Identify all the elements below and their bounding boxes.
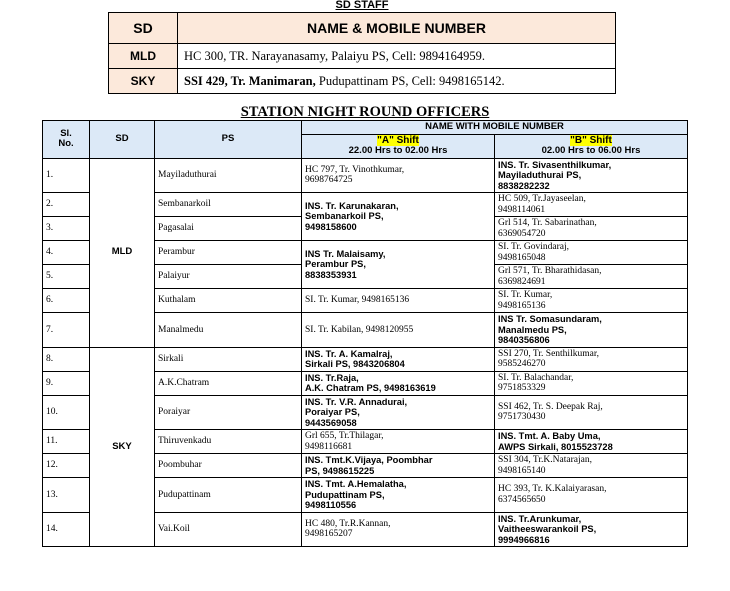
officer-line: Pudupattinam PS, [305, 489, 385, 500]
sd-staff-header-name: NAME & MOBILE NUMBER [178, 13, 616, 44]
cell-ps: Sembanarkoil [155, 193, 302, 217]
officer-line: Manalmedu PS, [498, 324, 567, 335]
cell-sl-no: 7. [43, 313, 90, 348]
cell-sl-no: 9. [43, 371, 90, 395]
sd-staff-row-name-bold: SSI 429, Tr. Manimaran, [184, 73, 316, 88]
sd-staff-row-sd: SKY [109, 69, 178, 94]
header-shift-b-label: "B" Shift [570, 134, 612, 146]
officer-line: INS. Tmt. A.Hemalatha, [305, 479, 407, 489]
cell-shift-a-officer [302, 371, 495, 395]
header-shift-a [302, 134, 495, 158]
sd-staff-row-name-text: HC 300, TR. Narayanasamy, Palaiyu PS, Cell: 9894164959. [184, 48, 486, 63]
night-round-table [42, 120, 688, 547]
cell-sl-no: 11. [43, 430, 90, 454]
officer-line: Sembanarkoil PS, [305, 211, 384, 222]
cell-shift-b-officer [495, 313, 688, 348]
cell-ps: A.K.Chatram [155, 371, 302, 395]
cell-ps: Thiruvenkadu [155, 430, 302, 454]
cell-shift-b-officer [495, 454, 688, 478]
cell-sl-no: 3. [43, 217, 90, 241]
cell-shift-a-officer [302, 193, 495, 241]
cell-ps: Palaiyur [155, 265, 302, 289]
cell-shift-b-officer [495, 217, 688, 241]
officer-line: 9751730430 [498, 412, 546, 423]
officer-line: SI. Tr. Kumar, 9498165136 [305, 295, 410, 306]
officer-line: INS. Tr. Sivasenthilkumar, [498, 159, 612, 170]
officer-line: SSI 462, Tr. S. Deepak Raj, [498, 401, 603, 412]
night-round-header-row-1 [43, 121, 688, 135]
cell-sl-no: 4. [43, 241, 90, 265]
cell-ps: Poombuhar [155, 454, 302, 478]
station-night-round-title: STATION NIGHT ROUND OFFICERS [240, 104, 490, 120]
cell-sl-no: 14. [43, 512, 90, 547]
cell-shift-b-officer [495, 241, 688, 265]
table-row [43, 158, 688, 193]
cell-sd: MLD [90, 158, 155, 347]
sd-staff-row-name [178, 69, 616, 94]
sd-staff-row-name-rest: Pudupattinam PS, Cell: 9498165142. [315, 73, 505, 88]
cell-shift-a-officer [302, 289, 495, 313]
cell-sl-no: 10. [43, 395, 90, 430]
officer-line: Grl 571, Tr. Bharathidasan, [498, 266, 602, 276]
officer-line: 8838353931 [305, 269, 357, 280]
officer-line: HC 509, Tr.Jayaseelan, [498, 194, 586, 204]
officer-line: 9498165140 [498, 465, 546, 476]
cell-shift-a-officer [302, 512, 495, 547]
cell-shift-a-officer [302, 313, 495, 348]
officer-line: Sirkali PS, 9843206804 [305, 359, 405, 369]
cell-ps: Pagasalai [155, 217, 302, 241]
cell-shift-b-officer [495, 265, 688, 289]
header-ps: PS [155, 121, 302, 159]
officer-line: Grl 655, Tr.Thilagar, [305, 431, 384, 441]
officer-line: INS. Tmt.K.Vijaya, Poombhar [305, 455, 433, 465]
officer-line: HC 797, Tr. Vinothkumar, [305, 164, 405, 175]
officer-line: 9751853329 [498, 383, 546, 393]
cell-shift-a-officer [302, 454, 495, 478]
officer-line: HC 393, Tr. K.Kalaiyarasan, [498, 484, 607, 495]
officer-line: SI. Tr. Govindaraj, [498, 242, 569, 252]
cell-shift-b-officer [495, 371, 688, 395]
cell-ps: Vai.Koil [155, 512, 302, 547]
cell-sl-no: 5. [43, 265, 90, 289]
cell-shift-b-officer [495, 430, 688, 454]
cell-ps: Pudupattinam [155, 478, 302, 513]
officer-line: INS Tr. Malaisamy, [305, 248, 386, 259]
officer-line: 9498110556 [305, 500, 357, 510]
officer-line: PS, 9498615225 [305, 465, 375, 476]
officer-line: INS. Tr. V.R. Annadurai, [305, 396, 408, 407]
cell-ps: Kuthalam [155, 289, 302, 313]
officer-line: Vaitheeswarankoil PS, [498, 524, 597, 534]
sd-staff-title: SD STAFF [335, 0, 389, 11]
officer-line: 6369054720 [498, 228, 546, 239]
header-sl-no [43, 121, 90, 159]
cell-shift-a-officer [302, 241, 495, 289]
cell-ps: Manalmedu [155, 313, 302, 348]
sd-staff-table [108, 12, 616, 94]
table-row [43, 347, 688, 371]
officer-line: A.K. Chatram PS, 9498163619 [305, 383, 436, 393]
officer-line: SI. Tr. Balachandar, [498, 372, 574, 383]
officer-line: INS. Tr. A. Kamalraj, [305, 348, 393, 359]
header-shift-a-time: 22.00 Hrs to 02.00 Hrs [348, 145, 448, 156]
cell-shift-a-officer [302, 158, 495, 193]
officer-line: 9498116681 [305, 441, 353, 452]
cell-sl-no: 1. [43, 158, 90, 193]
sd-staff-section [108, 0, 616, 94]
officer-line: Poraiyar PS, [305, 407, 360, 417]
cell-shift-a-officer [302, 395, 495, 430]
officer-line: HC 480, Tr.R.Kannan, [305, 518, 391, 529]
officer-line: 9994966816 [498, 534, 550, 545]
officer-line: SSI 270, Tr. Senthilkumar, [498, 348, 599, 359]
header-shift-b [495, 134, 688, 158]
cell-shift-b-officer [495, 158, 688, 193]
cell-sl-no: 13. [43, 478, 90, 513]
officer-line: 9698764725 [305, 175, 353, 186]
cell-sl-no: 8. [43, 347, 90, 371]
officer-line: INS. Tmt. A. Baby Uma, [498, 431, 601, 441]
officer-line: 9498114061 [498, 204, 546, 215]
officer-line: 9498165136 [498, 300, 546, 311]
officer-line: Perambur PS, [305, 259, 366, 270]
officer-line: Mayiladuthurai PS, [498, 170, 582, 180]
officer-line: 9498165048 [498, 252, 546, 263]
cell-shift-b-officer [495, 395, 688, 430]
officer-line: AWPS Sirkali, 8015523728 [498, 441, 613, 452]
cell-ps: Poraiyar [155, 395, 302, 430]
header-sl-no-line1: Sl. [60, 127, 72, 139]
cell-ps: Perambur [155, 241, 302, 265]
header-sd: SD [90, 121, 155, 159]
sd-staff-row-sd: MLD [109, 44, 178, 69]
officer-line: 6369824691 [498, 276, 546, 287]
officer-line: 6374565650 [498, 494, 546, 505]
officer-line: Grl 514, Tr. Sabarinathan, [498, 218, 597, 228]
officer-line: INS. Tr. Karunakaran, [305, 200, 399, 211]
officer-line: 9840356806 [498, 335, 550, 345]
cell-shift-b-officer [495, 347, 688, 371]
officer-line: INS Tr. Somasundaram, [498, 314, 602, 324]
sd-staff-header-sd: SD [109, 13, 178, 44]
header-shift-b-time: 02.00 Hrs to 06.00 Hrs [541, 145, 641, 156]
officer-line: INS. Tr.Arunkumar, [498, 513, 582, 524]
cell-ps: Sirkali [155, 347, 302, 371]
officer-line: 9498165207 [305, 529, 353, 540]
header-shift-a-label: "A" Shift [377, 134, 419, 146]
cell-sd: SKY [90, 347, 155, 547]
officer-line: 8838282232 [498, 180, 550, 191]
cell-shift-b-officer [495, 193, 688, 217]
sd-staff-row-name [178, 44, 616, 69]
cell-shift-b-officer [495, 289, 688, 313]
cell-shift-a-officer [302, 478, 495, 513]
officer-line: 9585246270 [498, 359, 546, 369]
officer-line: 9443569058 [305, 417, 357, 428]
officer-line: 9498158600 [305, 221, 357, 232]
cell-shift-a-officer [302, 347, 495, 371]
sd-staff-header-row [109, 13, 616, 44]
sd-staff-row [109, 69, 616, 94]
cell-shift-b-officer [495, 478, 688, 513]
officer-line: SI. Tr. Kabilan, 9498120955 [305, 324, 414, 335]
header-name-with-mobile: NAME WITH MOBILE NUMBER [302, 121, 688, 135]
cell-sl-no: 2. [43, 193, 90, 217]
cell-shift-b-officer [495, 512, 688, 547]
night-round-body [43, 158, 688, 547]
officer-line: SI. Tr. Kumar, [498, 290, 553, 300]
header-sl-no-line2: No. [58, 138, 74, 150]
cell-shift-a-officer [302, 430, 495, 454]
officer-line: SSI 304, Tr.K.Natarajan, [498, 455, 592, 465]
night-round-section [42, 120, 688, 547]
officer-line: INS. Tr.Raja, [305, 372, 359, 383]
cell-ps: Mayiladuthurai [155, 158, 302, 193]
sd-staff-row [109, 44, 616, 69]
cell-sl-no: 6. [43, 289, 90, 313]
cell-sl-no: 12. [43, 454, 90, 478]
